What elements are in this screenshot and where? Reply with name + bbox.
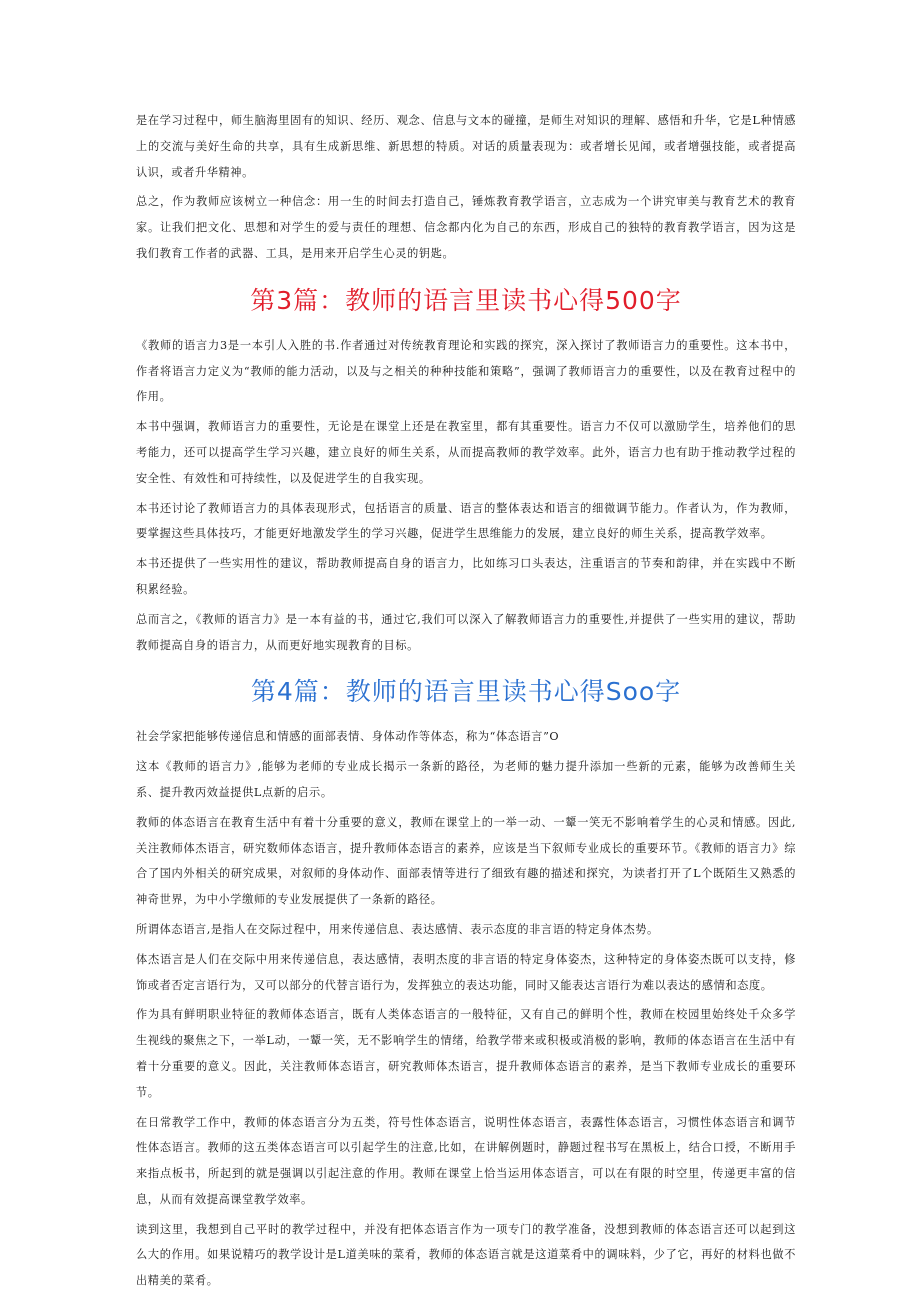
paragraph: 在日常教学工作中，教师的体态语言分为五类，符号性体态语言，说明性体态语言，表露性体态语言，习惯性体态语言和调节性体态语言。教师的这五类体态语言可以引起学生的注意,比如，在讲解例题时，静题过程书写在黑板上，结合口授，不断用手来指点板书，所起到的就是强调以引起注意的作用。教师在课堂上恰当运用体态语言，可以在有限的时空里，传递更丰富的信息，从而有效提高课堂教学效率。 (136, 1115, 796, 1206)
paragraph: 社会学家把能够传递信息和情感的面部表情、身体动作等体态，称为“体态语言”O (136, 730, 560, 744)
section-4-heading: 第4篇：教师的语言里读书心得Soo字 (250, 677, 682, 707)
paragraph: 作为具有鲜明职业特征的教师体态语言，既有人类体态语言的一般特征，又有自己的鲜明个性，教师在校园里始终处千众多学生视线的聚焦之下，一举L动，一颦一笑，无不影响学生的情绪，给教学带来或积极或消极的影响，教师的体态语言在生活中有着十分重要的意义。因此，关注教师体态语言，研究教师体杰语言，提升教师体态语言的素养，是当下教师专业成长的重要环节。 (136, 1008, 796, 1099)
section-3-heading: 第3篇：教师的语言里读书心得500字 (250, 285, 682, 315)
document-content (136, 108, 796, 1294)
paragraph: 是在学习过程中，师生脑海里固有的知识、经历、观念、信息与文本的碰撞，是师生对知识的理解、感悟和升华，它是L种情感上的交流与美好生命的共享，具有生成新思维、新思想的特质。对话的质量表现为：或者增长见闻，或者增强技能，或者提高认识，或者升华精神。 (136, 114, 796, 179)
paragraph: 读到这里，我想到自己平时的教学过程中，并没有把体态语言作为一项专门的教学准备，没想到教师的体态语言还可以起到这么大的作用。如果说精巧的教学设计是L道美味的菜肴，教师的体态语言就是这道菜肴中的调味料，少了它，再好的材料也做不出精美的菜肴。 (136, 1222, 796, 1288)
paragraph: 所谓体态语言,是指人在交际过程中，用来传递信息、表达感情、表示态度的非言语的特定身体杰势。 (136, 922, 659, 936)
paragraph: 体杰语言是人们在交际中用来传递信息，表达感情，表明杰度的非言语的特定身体姿杰，这种特定的身体姿杰既可以支持，修饰或者否定言语行为，又可以部分的代替言语行为，发挥独立的表达功能，同时又能表达言语行为难以表达的感情和态度。 (136, 952, 796, 992)
paragraph: 总而言之，《教师的语言力》是一本有益的书，通过它,我们可以深入了解教师语言力的重要性,并提供了一些实用的建议，帮助教师提高自身的语言力，从而更好地实现教育的目标。 (136, 612, 796, 652)
paragraph: 本书还讨论了教师语言力的具体表现形式，包括语言的质量、语言的整体表达和语言的细微调节能力。作者认为，作为教师，要掌握这些具体技巧，才能更好地激发学生的学习兴趣，促进学生思维能力的发展，建立良好的师生关系，提高教学效率。 (136, 501, 796, 541)
paragraph: 本书中强调，教师语言力的重要性，无论是在课堂上还是在教室里，都有其重要性。语言力不仅可以激励学生，培养他们的思考能力，还可以提高学生学习兴趣，建立良好的师生关系，从而提高教师的教学效率。此外，语言力也有助于推动教学过程的安全性、有效性和可持续性，以及促进学生的自我实现。 (136, 420, 796, 485)
paragraph: 《教师的语言力3是一本引人入胜的书.作者通过对传统教育理论和实践的探究，深入探讨了教师语言力的重要性。这本书中，作者将语言力定义为“教师的能力活动，以及与之相关的种种技能和策略”，强调了教师语言力的重要性，以及在教育过程中的作用。 (136, 338, 796, 404)
paragraph: 本书还提供了一些实用性的建议，帮助教师提高自身的语言力，比如练习口头表达，注重语言的节奏和韵律，并在实践中不断积累经验。 (136, 557, 796, 596)
paragraph: 这本《教师的语言力》,能够为老师的专业成长揭示一条新的路径，为老师的魅力提升添加一些新的元素，能够为改善师生关系、提升教丙效益提供L点新的启示。 (136, 760, 796, 799)
paragraph: 教师的体态语言在教育生活中有着十分重要的意义，教师在课堂上的一举一动、一颦一笑无不影响着学生的心灵和情感。因此,关注教师体杰语言，研究数师体态语言，提升教师体态语言的素养，应该是当下叙师专业成长的重要环节。《教师的语言力》综合了国内外相关的研究成果，对叙师的身体动作、面部表情等进行了细致有趣的描述和探究，为读者打开了L个既陌生又熟悉的神奇世界，为中小学缴师的专业发展提供了一条新的路径。 (136, 815, 796, 907)
paragraph: 总之，作为教师应该树立一种信念：用一生的时间去打造自己，锤炼教育教学语言，立志成为一个讲究审美与教育艺术的教育家。让我们把文化、思想和对学生的爱与责任的理想、信念都内化为自己的东西，形成自己的独特的教育教学语言，因为这是我们教育工作者的武器、工具，是用来开启学生心灵的钥匙。 (136, 195, 796, 260)
